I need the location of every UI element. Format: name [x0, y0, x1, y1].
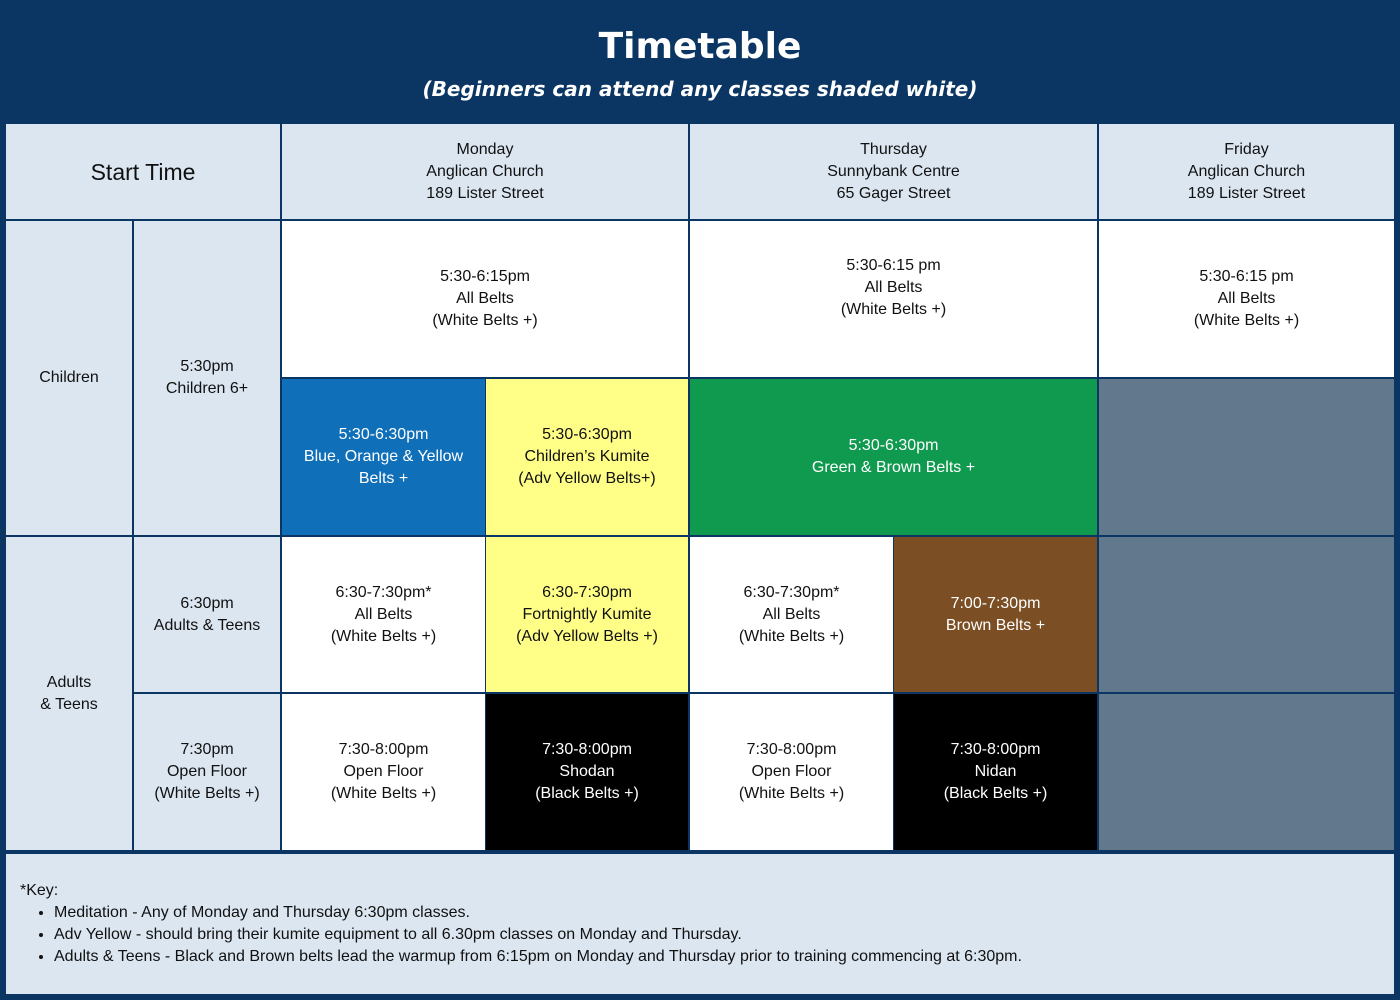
time-label: 6:30pm — [180, 594, 234, 612]
time-label: 5:30pm — [180, 358, 234, 375]
class-time: 5:30-6:15 pm — [846, 257, 941, 274]
adults-group-label — [6, 537, 132, 850]
class-cell — [282, 694, 485, 850]
class-cell — [894, 694, 1097, 850]
class-level: (White Belts +) — [330, 785, 437, 802]
address-label: 189 Lister Street — [1187, 184, 1306, 202]
class-name: All Belts — [1217, 290, 1276, 307]
class-name: All Belts — [354, 605, 413, 623]
key-title: *Key: — [20, 882, 59, 899]
class-name: Open Floor — [751, 763, 832, 780]
class-cell — [690, 221, 1097, 377]
class-cell — [282, 379, 485, 535]
class-cell — [1099, 221, 1394, 377]
class-cell — [690, 379, 1097, 535]
class-time: 7:30-8:00pm — [542, 741, 632, 758]
class-cell — [282, 537, 485, 692]
class-name: Blue, Orange & Yellow — [303, 448, 464, 465]
monday-header — [282, 124, 688, 219]
class-cell — [486, 537, 688, 692]
class-time: 6:30-7:30pm — [542, 583, 632, 601]
time-label: Open Floor — [166, 763, 248, 780]
class-name: All Belts — [864, 279, 923, 296]
venue-label: Anglican Church — [1187, 162, 1306, 180]
empty-cell — [1099, 537, 1394, 692]
page-title: Timetable — [598, 26, 802, 67]
class-name: All Belts — [456, 290, 514, 307]
time-open-floor — [134, 694, 280, 850]
key-item: • Adults & Teens - Black and Brown belts lead the warmup from 6:15pm on Monday and Thursday prior to training commencing at 6:30pm. — [54, 946, 1380, 968]
class-name: Open Floor — [343, 763, 424, 780]
class-level: (White Belts +) — [432, 312, 538, 329]
class-cell — [486, 694, 688, 850]
class-cell — [690, 537, 893, 692]
class-level: Belts + — [358, 470, 409, 487]
class-name: Children’s Kumite — [524, 448, 650, 465]
class-time: 7:30-8:00pm — [338, 741, 429, 758]
class-time: 7:30-8:00pm — [950, 741, 1041, 758]
thursday-header — [690, 124, 1097, 219]
address-label: 65 Gager Street — [836, 184, 951, 202]
class-time: 7:00-7:30pm — [950, 594, 1041, 612]
venue-label: Sunnybank Centre — [827, 162, 960, 180]
class-cell — [894, 537, 1097, 692]
class-name: Fortnightly Kumite — [522, 605, 652, 623]
time-label: Adults & Teens — [153, 616, 261, 634]
class-cell — [282, 221, 688, 377]
class-name: Brown Belts + — [945, 616, 1046, 634]
class-time: 6:30-7:30pm* — [335, 583, 432, 601]
day-label: Thursday — [860, 140, 927, 158]
class-level: (Black Belts +) — [535, 785, 639, 802]
venue-label: Anglican Church — [426, 162, 544, 180]
page-subtitle: (Beginners can attend any classes shaded white) — [422, 77, 978, 101]
class-name: Nidan — [974, 763, 1017, 780]
class-level: (White Belts +) — [738, 785, 845, 802]
group-label: Children — [39, 369, 99, 386]
class-time: 5:30-6:30pm — [338, 426, 429, 443]
group-label: & Teens — [40, 695, 98, 713]
class-cell — [690, 694, 893, 850]
friday-header — [1099, 124, 1394, 219]
class-level: (White Belts +) — [1193, 312, 1300, 329]
key-item: • Meditation - Any of Monday and Thursday 6:30pm classes. — [54, 902, 1380, 924]
class-time: 5:30-6:30pm — [848, 437, 939, 454]
class-level: (White Belts +) — [840, 301, 947, 318]
class-level: (Adv Yellow Belts+) — [518, 470, 656, 487]
empty-cell — [1099, 379, 1394, 535]
group-label: Adults — [46, 673, 92, 691]
time-children — [134, 221, 280, 535]
day-label: Monday — [456, 140, 514, 158]
class-name: All Belts — [762, 605, 821, 623]
children-group-label — [6, 221, 132, 535]
class-name: Green & Brown Belts + — [811, 459, 976, 476]
start-time-header — [6, 124, 280, 219]
class-time: 5:30-6:30pm — [542, 426, 632, 443]
address-label: 189 Lister Street — [426, 184, 544, 202]
day-label: Friday — [1224, 140, 1269, 158]
class-time: 5:30-6:15pm — [440, 268, 530, 285]
class-level: (Black Belts +) — [943, 785, 1048, 802]
key-list — [20, 902, 1380, 968]
class-name: Shodan — [559, 763, 615, 780]
class-time: 6:30-7:30pm* — [743, 583, 840, 601]
class-level: (White Belts +) — [330, 627, 437, 645]
class-level: (Adv Yellow Belts +) — [516, 627, 658, 645]
class-level: (White Belts +) — [738, 627, 845, 645]
time-label: 7:30pm — [180, 741, 234, 758]
key-item: • Adv Yellow - should bring their kumite equipment to all 6.30pm classes on Monday and Thursday. — [54, 924, 1380, 946]
key-section — [6, 854, 1394, 994]
start-time-label: Start Time — [90, 158, 196, 185]
time-adults — [134, 537, 280, 692]
class-time: 7:30-8:00pm — [746, 741, 837, 758]
class-cell — [486, 379, 688, 535]
class-time: 5:30-6:15 pm — [1199, 268, 1294, 285]
empty-cell — [1099, 694, 1394, 850]
time-label: Children 6+ — [165, 380, 249, 397]
time-label: (White Belts +) — [154, 785, 260, 802]
